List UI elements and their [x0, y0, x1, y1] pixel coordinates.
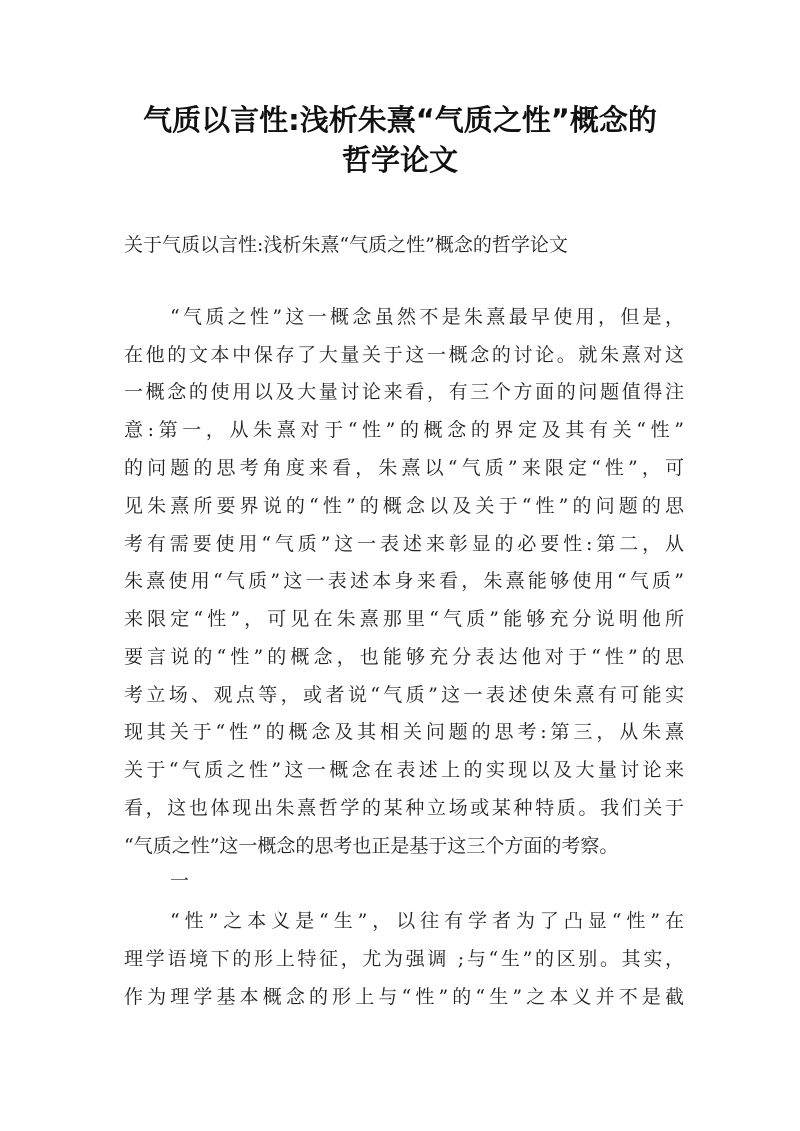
- paragraph-1-line: 一概念的使用以及大量讨论来看，有三个方面的问题值得注: [124, 381, 684, 403]
- paragraph-2-line: 作为理学基本概念的形上与“性”的“生”之本义并不是截: [124, 986, 684, 1008]
- paragraph-1-line: “气质之性”这一概念虽然不是朱熹最早使用，但是，: [170, 306, 684, 328]
- paragraph-1-line: 朱熹使用“气质”这一表述本身来看，朱熹能够使用“气质”: [124, 570, 684, 592]
- paragraph-1-line: 的问题的思考角度来看，朱熹以“气质”来限定“性”，可: [124, 457, 684, 479]
- section-number: 一: [170, 870, 190, 892]
- paragraph-1-line: 看，这也体现出朱熹哲学的某种立场或某种特质。我们关于: [124, 797, 684, 819]
- paragraph-1-line: 考立场、观点等，或者说“气质”这一表述使朱熹有可能实: [124, 684, 684, 706]
- paragraph-1-line: 关于“气质之性”这一概念在表述上的实现以及大量讨论来: [124, 759, 684, 781]
- document-title-line-2: 哲学论文: [341, 143, 458, 177]
- paragraph-1-line: 要言说的“性”的概念，也能够充分表达他对于“性”的思: [124, 646, 684, 668]
- paragraph-1-line: 在他的文本中保存了大量关于这一概念的讨论。就朱熹对这: [124, 344, 684, 366]
- paragraph-1-line: 见朱熹所要界说的“性”的概念以及关于“性”的问题的思: [124, 495, 684, 517]
- paragraph-1-line: 来限定“性”，可见在朱熹那里“气质”能够充分说明他所: [124, 608, 684, 630]
- paragraph-1-line: “气质之性”这一概念的思考也正是基于这三个方面的考察。: [124, 835, 619, 857]
- paragraph-1-line: 意:第一，从朱熹对于“性”的概念的界定及其有关“性”: [124, 419, 684, 441]
- paragraph-2-line: 理学语境下的形上特征，尤为强调 ;与“生”的区别。其实，: [124, 948, 684, 970]
- document-subtitle: 关于气质以言性:浅析朱熹“气质之性”概念的哲学论文: [124, 234, 568, 256]
- paragraph-1-line: 现其关于“性”的概念及其相关问题的思考:第三，从朱熹: [124, 721, 684, 743]
- paragraph-2-line: “性”之本义是“生”，以往有学者为了凸显“性”在: [170, 910, 684, 932]
- document-title-line-1: 气质以言性:浅析朱熹“气质之性”概念的: [143, 103, 657, 137]
- paragraph-1-line: 考有需要使用“气质”这一表述来彰显的必要性:第二，从: [124, 533, 684, 555]
